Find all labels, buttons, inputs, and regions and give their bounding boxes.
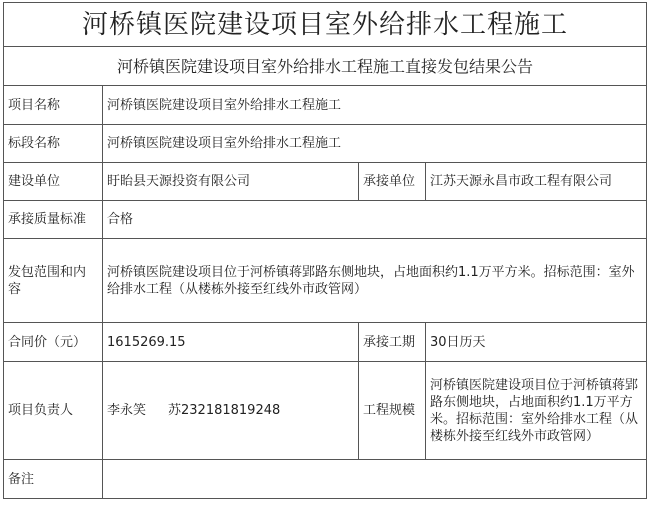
remarks-row <box>4 460 647 499</box>
project-name-value: 河桥镇医院建设项目室外给排水工程施工 <box>103 86 647 125</box>
remarks-value <box>103 460 647 499</box>
price-label: 合同价（元） <box>4 323 103 362</box>
section-name-row <box>4 125 647 163</box>
builder-label: 建设单位 <box>4 163 103 201</box>
period-value: 30日历天 <box>426 323 647 362</box>
document-subtitle: 河桥镇医院建设项目室外给排水工程施工直接发包结果公告 <box>4 47 647 86</box>
period-label: 承接工期 <box>359 323 426 362</box>
title-row <box>4 3 647 47</box>
quality-value: 合格 <box>103 201 647 239</box>
scope-row <box>4 239 647 323</box>
manager-name: 李永笑 <box>107 403 147 418</box>
contractor-value: 江苏天源永昌市政工程有限公司 <box>426 163 647 201</box>
scale-value: 河桥镇医院建设项目位于河桥镇蒋郢路东侧地块，占地面积约1.1万平方米。招标范围：室外给排水工程（从楼栋外接至红线外市政管网） <box>426 362 647 460</box>
remarks-label: 备注 <box>4 460 103 499</box>
project-name-row <box>4 86 647 125</box>
quality-row <box>4 201 647 239</box>
section-name-value: 河桥镇医院建设项目室外给排水工程施工 <box>103 125 647 163</box>
manager-row <box>4 362 647 460</box>
announcement-table <box>3 2 647 499</box>
manager-value <box>103 362 359 460</box>
builder-row <box>4 163 647 201</box>
scope-value: 河桥镇医院建设项目位于河桥镇蒋郢路东侧地块，占地面积约1.1万平方米。招标范围：室外给排水工程（从楼栋外接至红线外市政管网） <box>103 239 647 323</box>
price-row <box>4 323 647 362</box>
quality-label: 承接质量标准 <box>4 201 103 239</box>
subtitle-row <box>4 47 647 86</box>
project-name-label: 项目名称 <box>4 86 103 125</box>
contractor-label: 承接单位 <box>359 163 426 201</box>
scale-label: 工程规模 <box>359 362 426 460</box>
document-title: 河桥镇医院建设项目室外给排水工程施工 <box>4 3 647 47</box>
manager-cert: 苏232181819248 <box>168 403 281 418</box>
manager-label: 项目负责人 <box>4 362 103 460</box>
price-value: 1615269.15 <box>103 323 359 362</box>
scope-label: 发包范围和内容 <box>4 239 103 323</box>
section-name-label: 标段名称 <box>4 125 103 163</box>
builder-value: 盱眙县天源投资有限公司 <box>103 163 359 201</box>
